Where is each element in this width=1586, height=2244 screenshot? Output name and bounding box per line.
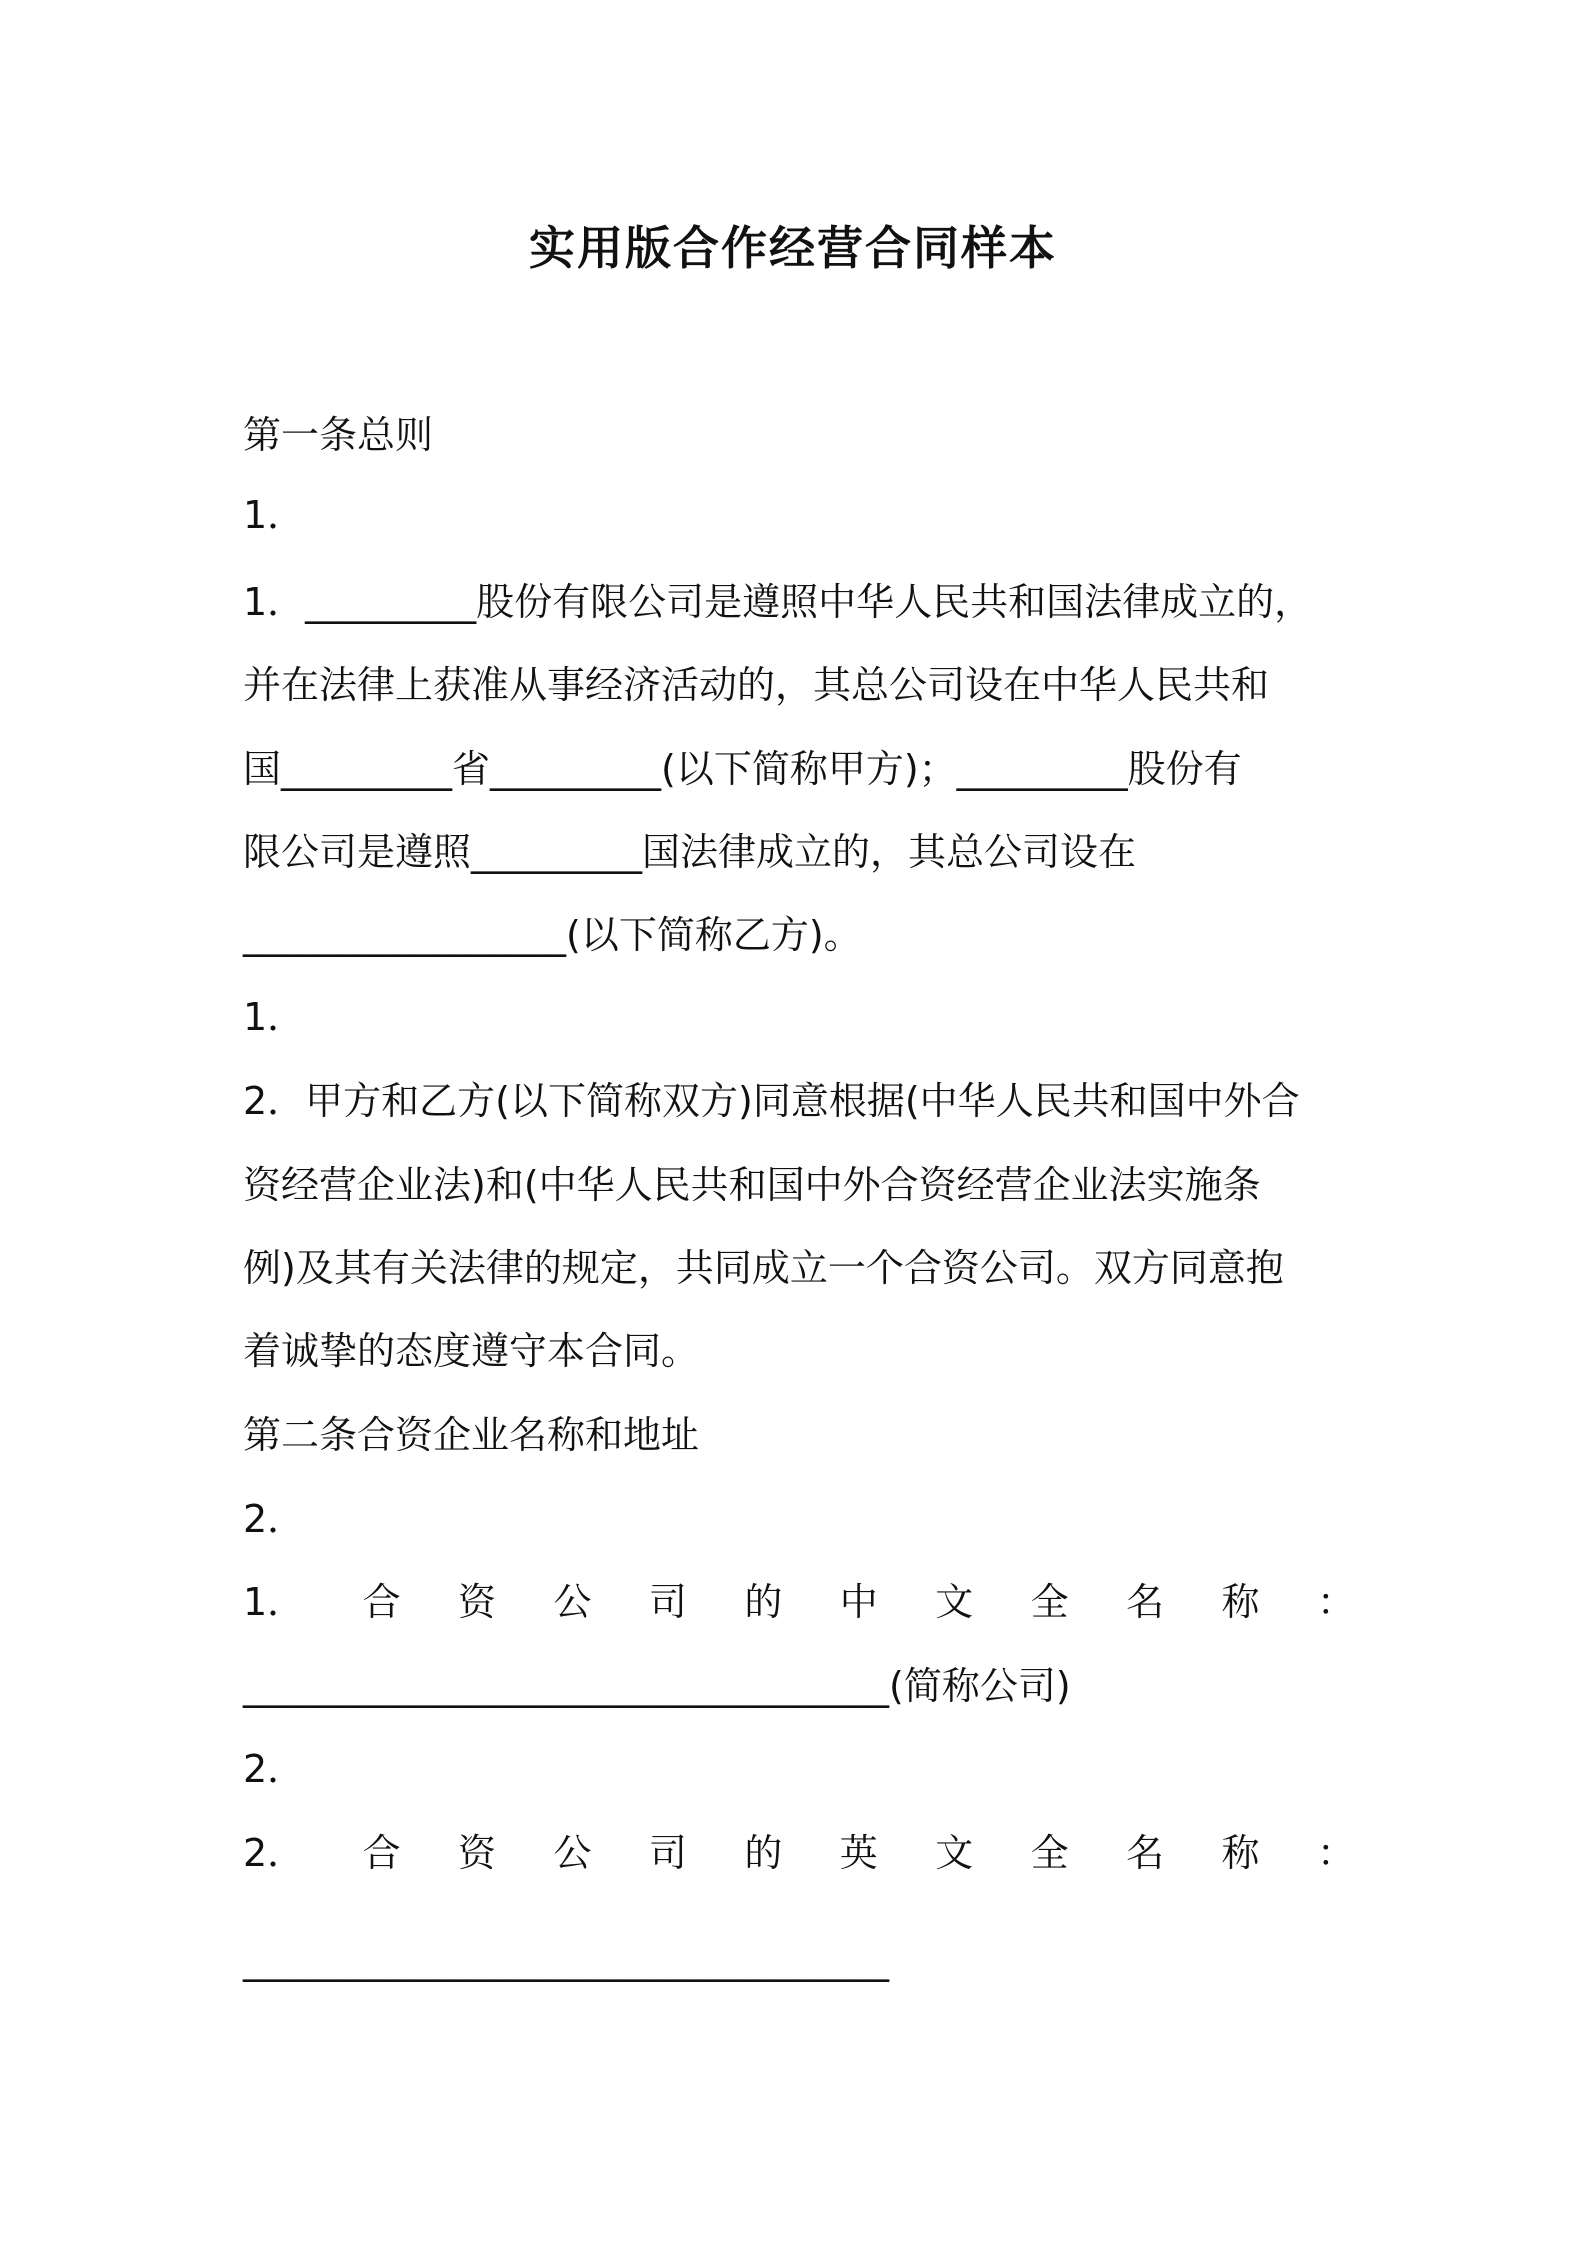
justified-char: 2． (243, 1831, 306, 1875)
justified-char: 公 (553, 1831, 592, 1875)
blank-line-chinese-name: __________________________________(简称公司) (243, 1664, 1071, 1708)
justified-char: 资 (458, 1580, 497, 1624)
paragraph-line: 限公司是遵照_________国法律成立的，其总公司设在 (243, 830, 1137, 874)
justified-char: 中 (839, 1580, 878, 1624)
paragraph-line: 2．甲方和乙方(以下简称双方)同意根据(中华人民共和国中外合 (243, 1079, 1300, 1123)
paragraph-line: 1．_________股份有限公司是遵照中华人民共和国法律成立的， (243, 580, 1313, 624)
justified-char: 公 (553, 1580, 592, 1624)
justified-char: ： (1316, 1831, 1355, 1875)
section-number: 1． (243, 995, 306, 1039)
article-1-heading: 第一条总则 (243, 413, 434, 457)
justified-char: 称 (1221, 1580, 1260, 1624)
justified-char: 称 (1221, 1831, 1260, 1875)
chinese-name-line (243, 1577, 1355, 1627)
justified-char: ： (1316, 1580, 1355, 1624)
justified-char: 的 (744, 1580, 783, 1624)
document-title: 实用版合作经营合同样本 (529, 221, 1057, 275)
justified-char: 合 (362, 1831, 401, 1875)
justified-char: 全 (1030, 1831, 1069, 1875)
justified-char: 司 (648, 1580, 687, 1624)
justified-char: 资 (458, 1831, 497, 1875)
justified-char: 全 (1030, 1580, 1069, 1624)
section-number: 1． (243, 493, 306, 537)
paragraph-line: 例)及其有关法律的规定，共同成立一个合资公司。双方同意抱 (243, 1246, 1284, 1290)
paragraph-line: 并在法律上获准从事经济活动的，其总公司设在中华人民共和 (243, 663, 1270, 707)
article-2-heading: 第二条合资企业名称和地址 (243, 1413, 700, 1457)
section-number: 2． (243, 1497, 306, 1541)
english-name-line (243, 1828, 1355, 1878)
paragraph-line: 国_________省_________(以下简称甲方)；_________股份有 (243, 747, 1242, 791)
justified-char: 合 (362, 1580, 401, 1624)
paragraph-line: _________________(以下简称乙方)。 (243, 913, 862, 957)
justified-char: 英 (839, 1831, 878, 1875)
justified-char: 名 (1126, 1831, 1165, 1875)
justified-char: 1． (243, 1580, 306, 1624)
section-number: 2． (243, 1747, 306, 1791)
paragraph-line: 着诚挚的态度遵守本合同。 (243, 1329, 700, 1373)
paragraph-line: 资经营企业法)和(中华人民共和国中外合资经营企业法实施条 (243, 1163, 1261, 1207)
justified-char: 文 (935, 1831, 974, 1875)
justified-char: 文 (935, 1580, 974, 1624)
justified-char: 名 (1126, 1580, 1165, 1624)
justified-char: 的 (744, 1831, 783, 1875)
justified-char: 司 (648, 1831, 687, 1875)
blank-line-english-name: __________________________________ (243, 1938, 889, 1982)
